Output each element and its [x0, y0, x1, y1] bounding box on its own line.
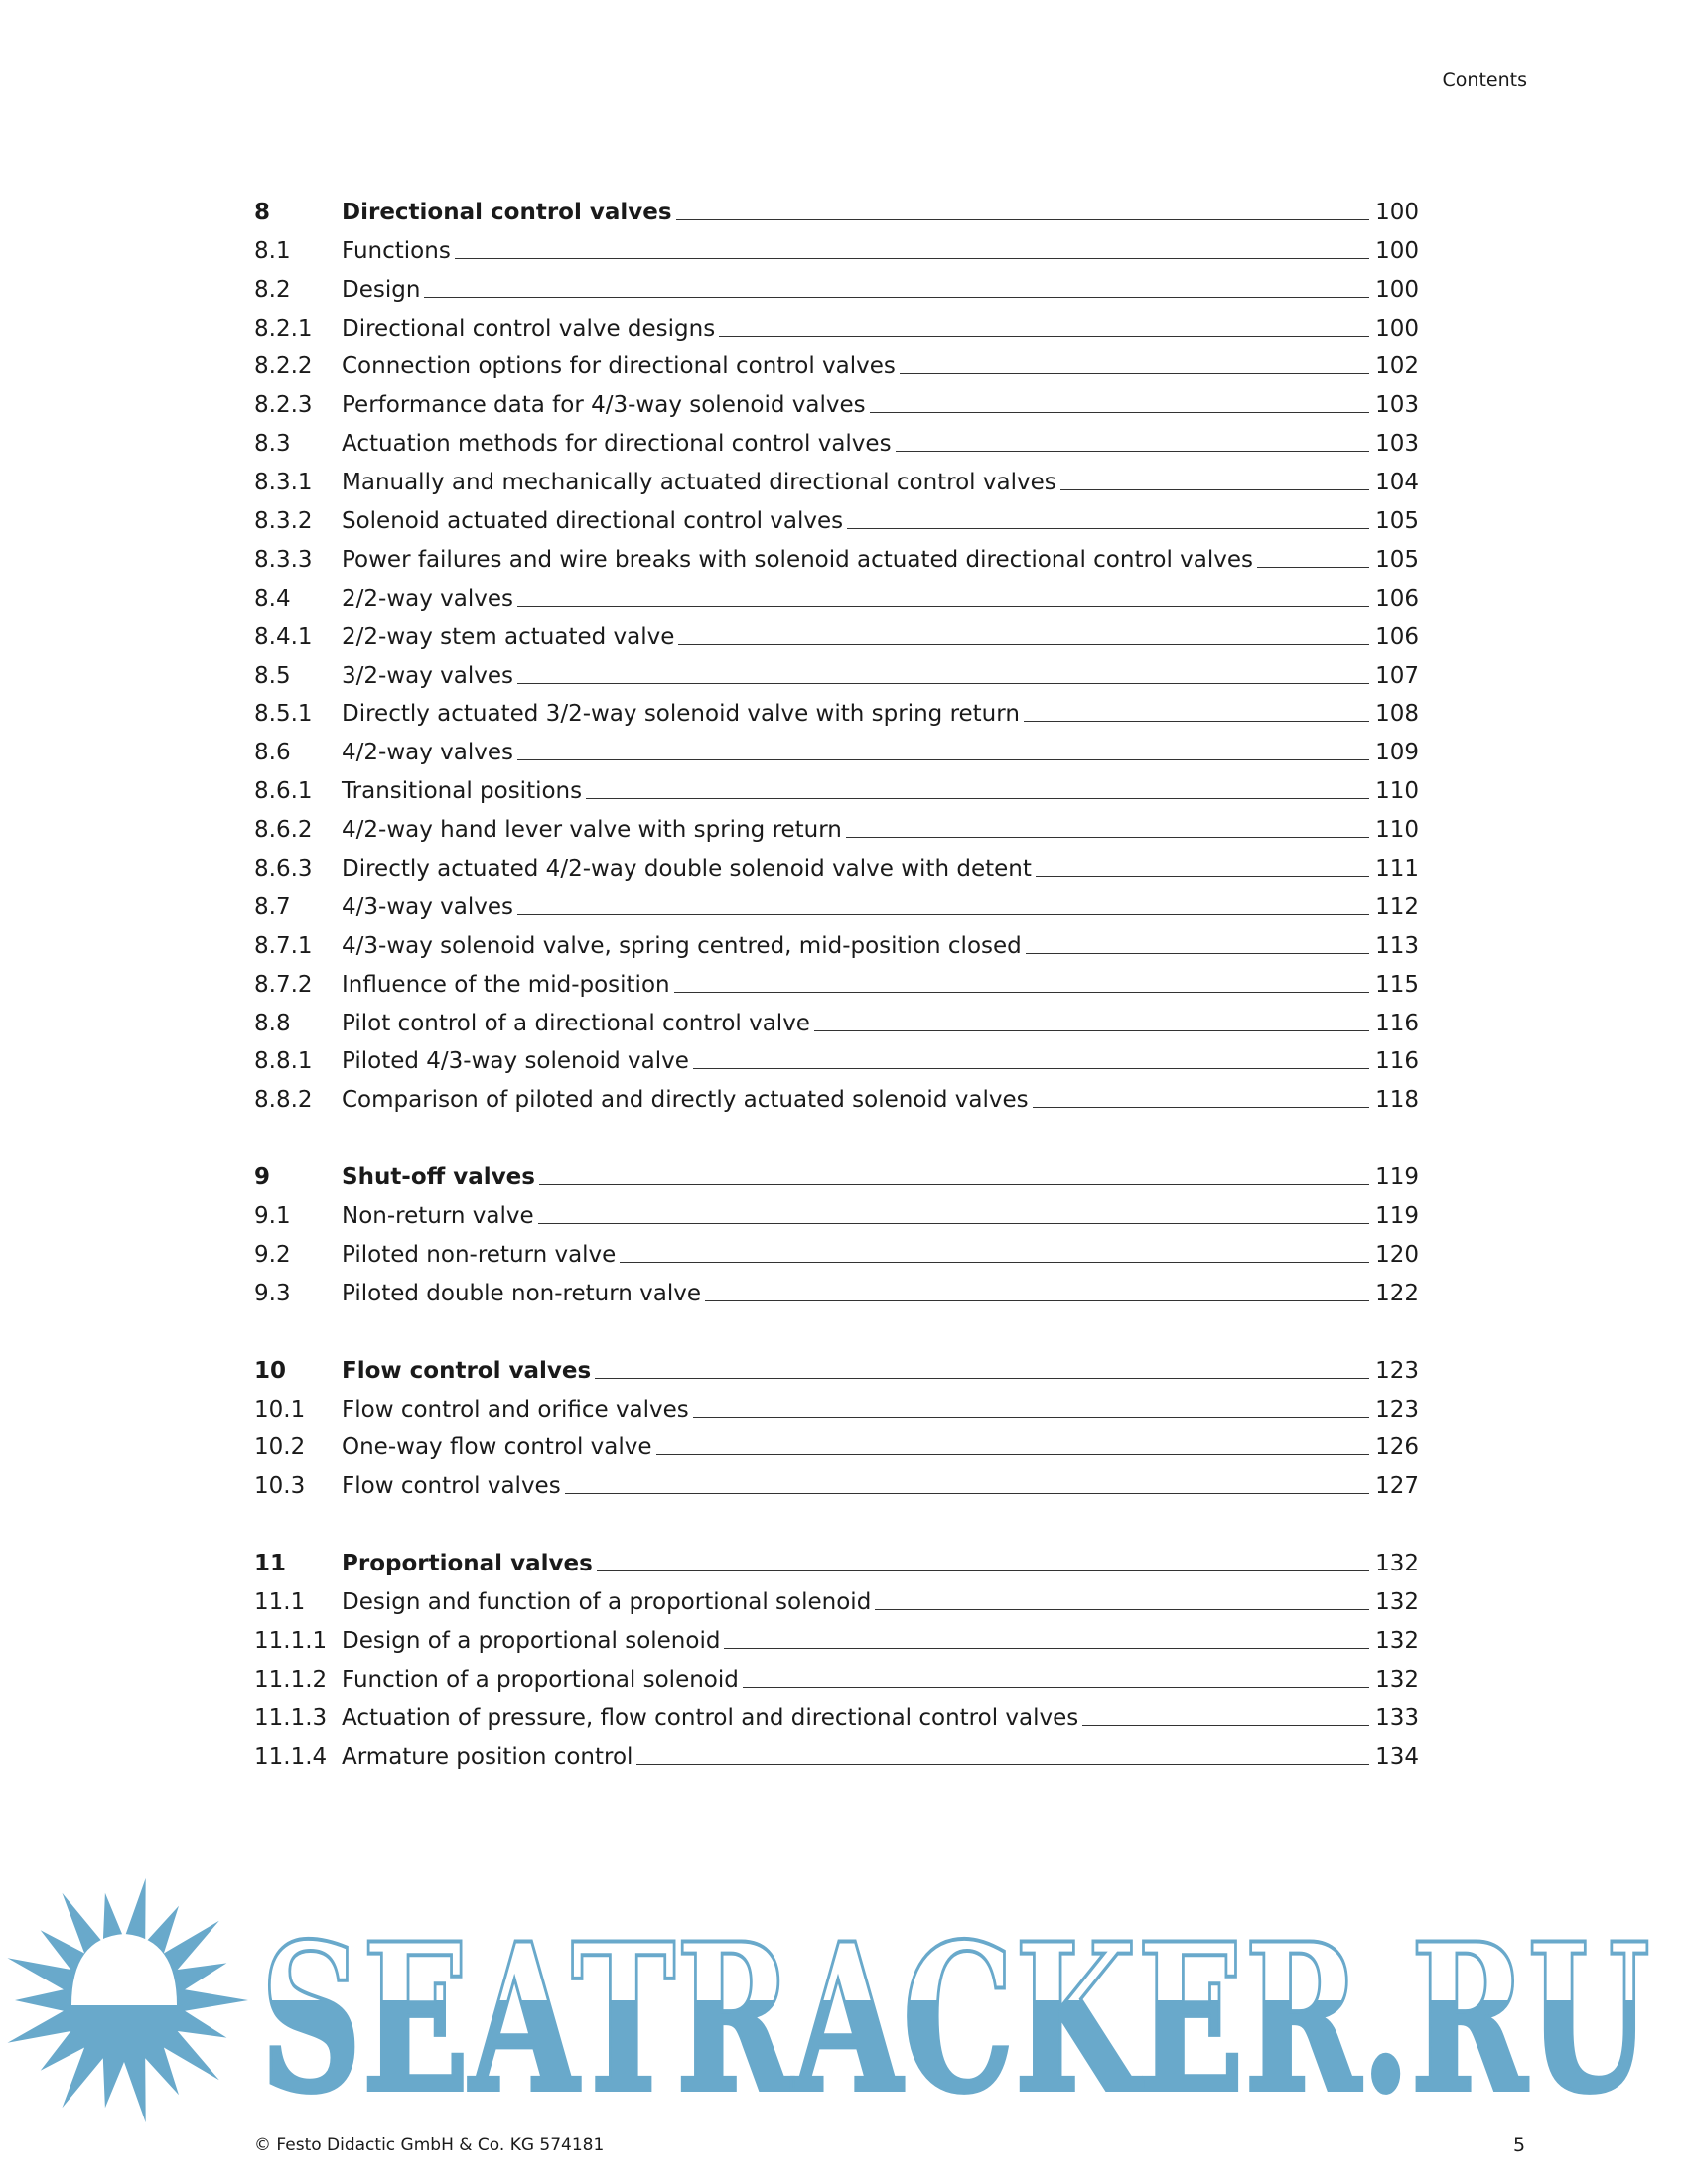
toc-entry[interactable] [254, 1192, 1419, 1231]
toc-title: Directly actuated 3/2-way solenoid valve with spring return [342, 701, 1020, 728]
toc-number: 8.8.1 [254, 1048, 313, 1075]
toc-title: Armature position control [342, 1743, 633, 1770]
toc-page: 132 [1375, 1666, 1419, 1693]
toc-title: Solenoid actuated directional control valves [342, 508, 844, 535]
toc-title: Non-return valve [342, 1203, 534, 1230]
leader-line [517, 606, 1369, 607]
toc-page: 111 [1375, 856, 1419, 883]
toc-number: 9.2 [254, 1241, 291, 1268]
toc-number: 8.6 [254, 740, 291, 766]
watermark-text: SEATRACKER.RU [260, 1900, 1650, 2124]
toc-number: 8.5.1 [254, 701, 313, 728]
leader-line [620, 1262, 1369, 1263]
toc-number: 11.1 [254, 1588, 306, 1615]
leader-line [424, 297, 1369, 298]
leader-line [875, 1609, 1369, 1610]
toc-page: 100 [1375, 237, 1419, 264]
toc-entry[interactable] [254, 266, 1419, 305]
toc-page: 105 [1375, 508, 1419, 535]
toc-chapter-entry[interactable] [254, 1540, 1419, 1578]
toc-page: 134 [1375, 1743, 1419, 1770]
toc-page: 103 [1375, 392, 1419, 419]
toc-entry[interactable] [254, 729, 1419, 767]
toc-page: 110 [1375, 778, 1419, 805]
toc-page: 123 [1375, 1396, 1419, 1423]
toc-page: 104 [1375, 470, 1419, 496]
table-of-contents [254, 189, 1419, 1772]
toc-title: Design [342, 276, 421, 303]
toc-entry[interactable] [254, 497, 1419, 536]
toc-number: 8.2.1 [254, 315, 313, 341]
toc-entry[interactable] [254, 1462, 1419, 1501]
toc-number: 8.2 [254, 276, 291, 303]
toc-page: 102 [1375, 353, 1419, 380]
toc-entry[interactable] [254, 381, 1419, 420]
toc-title: Piloted 4/3-way solenoid valve [342, 1048, 689, 1075]
section-gap [254, 1501, 1419, 1540]
toc-entry[interactable] [254, 536, 1419, 575]
toc-title: 4/3-way solenoid valve, spring centred, mid-position closed [342, 932, 1022, 959]
leader-line [900, 373, 1369, 374]
toc-title: Piloted double non-return valve [342, 1280, 702, 1306]
toc-page: 108 [1375, 701, 1419, 728]
toc-entry[interactable] [254, 961, 1419, 1000]
toc-number: 8.7.1 [254, 932, 313, 959]
toc-title: 3/2-way valves [342, 662, 513, 689]
toc-page: 120 [1375, 1241, 1419, 1268]
toc-title: Shut-off valves [342, 1164, 535, 1191]
toc-title: Actuation of pressure, flow control and directional control valves [342, 1705, 1079, 1731]
toc-entry[interactable] [254, 227, 1419, 266]
toc-page: 115 [1375, 971, 1419, 998]
toc-title: Proportional valves [342, 1551, 593, 1577]
leader-line [517, 759, 1369, 760]
toc-page: 116 [1375, 1048, 1419, 1075]
leader-line [597, 1570, 1369, 1571]
toc-title: 4/3-way valves [342, 893, 513, 920]
leader-line [896, 451, 1369, 452]
toc-number: 10.1 [254, 1396, 306, 1423]
leader-line [676, 219, 1369, 220]
running-header: Contents [1442, 69, 1527, 91]
toc-number: 10.3 [254, 1473, 306, 1500]
toc-entry[interactable] [254, 1038, 1419, 1077]
toc-page: 118 [1375, 1087, 1419, 1114]
page-number: 5 [1513, 2134, 1526, 2156]
section-gap [254, 1308, 1419, 1347]
toc-entry[interactable] [254, 1733, 1419, 1772]
sun-icon [8, 1878, 249, 2122]
toc-page: 100 [1375, 199, 1419, 225]
leader-line [1082, 1725, 1369, 1726]
toc-number: 8.4 [254, 585, 291, 612]
toc-number: 8.1 [254, 237, 291, 264]
toc-entry[interactable] [254, 691, 1419, 730]
toc-number: 11 [254, 1551, 287, 1577]
toc-page: 105 [1375, 546, 1419, 573]
leader-line [1033, 1107, 1369, 1108]
toc-entry[interactable] [254, 1231, 1419, 1270]
toc-entry[interactable] [254, 652, 1419, 691]
leader-line [1024, 721, 1369, 722]
toc-title: 4/2-way valves [342, 740, 513, 766]
toc-entry[interactable] [254, 1000, 1419, 1038]
toc-page: 132 [1375, 1551, 1419, 1577]
leader-line [693, 1068, 1369, 1069]
leader-line [539, 1184, 1369, 1185]
toc-title: Flow control and orifice valves [342, 1396, 689, 1423]
toc-page: 123 [1375, 1357, 1419, 1384]
toc-number: 8.2.2 [254, 353, 313, 380]
leader-line [1257, 567, 1369, 568]
toc-page: 113 [1375, 932, 1419, 959]
leader-line [636, 1764, 1369, 1765]
toc-title: Comparison of piloted and directly actuated solenoid valves [342, 1087, 1029, 1114]
toc-entry[interactable] [254, 922, 1419, 961]
toc-number: 8.6.3 [254, 856, 313, 883]
toc-number: 8.2.3 [254, 392, 313, 419]
toc-entry[interactable] [254, 884, 1419, 922]
leader-line [846, 837, 1369, 838]
toc-number: 11.1.3 [254, 1705, 328, 1731]
toc-entry[interactable] [254, 1656, 1419, 1695]
toc-number: 8.3 [254, 431, 291, 458]
toc-title: 2/2-way stem actuated valve [342, 623, 675, 650]
toc-entry[interactable] [254, 614, 1419, 652]
toc-entry[interactable] [254, 767, 1419, 806]
toc-page: 110 [1375, 817, 1419, 844]
toc-title: Actuation methods for directional control valves [342, 431, 892, 458]
toc-title: Directly actuated 4/2-way double solenoid valve with detent [342, 856, 1032, 883]
toc-number: 8.7 [254, 893, 291, 920]
toc-title: One-way flow control valve [342, 1434, 652, 1461]
toc-number: 8.7.2 [254, 971, 313, 998]
leader-line [678, 644, 1369, 645]
toc-title: Function of a proportional solenoid [342, 1666, 739, 1693]
toc-number: 8.5 [254, 662, 291, 689]
toc-number: 11.1.2 [254, 1666, 328, 1693]
leader-line [1026, 953, 1369, 954]
toc-number: 8.3.1 [254, 470, 313, 496]
toc-entry[interactable] [254, 806, 1419, 845]
leader-line [517, 914, 1369, 915]
toc-number: 9 [254, 1164, 271, 1191]
toc-page: 133 [1375, 1705, 1419, 1731]
toc-number: 8.6.1 [254, 778, 313, 805]
toc-chapter-entry[interactable] [254, 189, 1419, 227]
toc-title: Directional control valves [342, 199, 672, 225]
toc-number: 9.1 [254, 1203, 291, 1230]
toc-number: 8.3.2 [254, 508, 313, 535]
leader-line [595, 1378, 1369, 1379]
leader-line [705, 1300, 1369, 1301]
toc-page: 116 [1375, 1010, 1419, 1036]
toc-page: 106 [1375, 585, 1419, 612]
toc-page: 100 [1375, 276, 1419, 303]
section-gap [254, 1115, 1419, 1154]
toc-chapter-entry[interactable] [254, 1347, 1419, 1386]
leader-line [719, 336, 1369, 337]
toc-entry[interactable] [254, 1386, 1419, 1425]
toc-title: Flow control valves [342, 1357, 592, 1384]
toc-title: Functions [342, 237, 451, 264]
toc-title: Design and function of a proportional solenoid [342, 1588, 872, 1615]
toc-title: Flow control valves [342, 1473, 561, 1500]
leader-line [870, 412, 1369, 413]
toc-page: 112 [1375, 893, 1419, 920]
leader-line [743, 1687, 1369, 1688]
leader-line [656, 1454, 1369, 1455]
toc-number: 8.8 [254, 1010, 291, 1036]
toc-page: 119 [1375, 1203, 1419, 1230]
toc-page: 119 [1375, 1164, 1419, 1191]
toc-page: 109 [1375, 740, 1419, 766]
toc-entry[interactable] [254, 575, 1419, 614]
toc-title: 2/2-way valves [342, 585, 513, 612]
toc-title: Pilot control of a directional control valve [342, 1010, 810, 1036]
toc-number: 11.1.4 [254, 1743, 328, 1770]
toc-number: 8 [254, 199, 271, 225]
leader-line [847, 528, 1369, 529]
toc-number: 8.6.2 [254, 817, 313, 844]
toc-entry[interactable] [254, 305, 1419, 343]
toc-number: 10.2 [254, 1434, 306, 1461]
leader-line [1060, 489, 1369, 490]
toc-number: 8.8.2 [254, 1087, 313, 1114]
toc-entry[interactable] [254, 1695, 1419, 1733]
toc-page: 103 [1375, 431, 1419, 458]
leader-line [517, 683, 1369, 684]
toc-entry[interactable] [254, 459, 1419, 497]
toc-page: 132 [1375, 1588, 1419, 1615]
toc-title: Design of a proportional solenoid [342, 1627, 721, 1654]
toc-entry[interactable] [254, 343, 1419, 382]
toc-number: 10 [254, 1357, 287, 1384]
toc-number: 8.3.3 [254, 546, 313, 573]
toc-title: Directional control valve designs [342, 315, 716, 341]
toc-title: Transitional positions [342, 778, 583, 805]
leader-line [693, 1417, 1369, 1418]
toc-chapter-entry[interactable] [254, 1154, 1419, 1192]
toc-title: Performance data for 4/3-way solenoid valves [342, 392, 866, 419]
leader-line [724, 1648, 1369, 1649]
toc-page: 100 [1375, 315, 1419, 341]
toc-title: Connection options for directional control valves [342, 353, 896, 380]
leader-line [674, 992, 1369, 993]
toc-number: 9.3 [254, 1280, 291, 1306]
toc-title: Piloted non-return valve [342, 1241, 617, 1268]
leader-line [565, 1493, 1369, 1494]
toc-entry[interactable] [254, 420, 1419, 459]
toc-entry[interactable] [254, 1270, 1419, 1308]
toc-title: 4/2-way hand lever valve with spring return [342, 817, 842, 844]
toc-page: 132 [1375, 1627, 1419, 1654]
toc-entry[interactable] [254, 845, 1419, 884]
toc-title: Power failures and wire breaks with solenoid actuated directional control valves [342, 546, 1254, 573]
toc-entry[interactable] [254, 1076, 1419, 1115]
toc-page: 127 [1375, 1473, 1419, 1500]
toc-number: 8.4.1 [254, 623, 313, 650]
toc-title: Manually and mechanically actuated directional control valves [342, 470, 1056, 496]
toc-entry[interactable] [254, 1578, 1419, 1617]
toc-title: Influence of the mid-position [342, 971, 670, 998]
toc-entry[interactable] [254, 1425, 1419, 1463]
toc-page: 107 [1375, 662, 1419, 689]
leader-line [538, 1223, 1369, 1224]
leader-line [1036, 876, 1369, 877]
toc-page: 126 [1375, 1434, 1419, 1461]
toc-entry[interactable] [254, 1617, 1419, 1656]
toc-page: 122 [1375, 1280, 1419, 1306]
toc-number: 11.1.1 [254, 1627, 328, 1654]
leader-line [586, 798, 1369, 799]
leader-line [814, 1030, 1369, 1031]
leader-line [455, 258, 1369, 259]
footer-copyright: © Festo Didactic GmbH & Co. KG 574181 [254, 2135, 605, 2155]
watermark-logo [0, 1876, 1688, 2124]
toc-page: 106 [1375, 623, 1419, 650]
